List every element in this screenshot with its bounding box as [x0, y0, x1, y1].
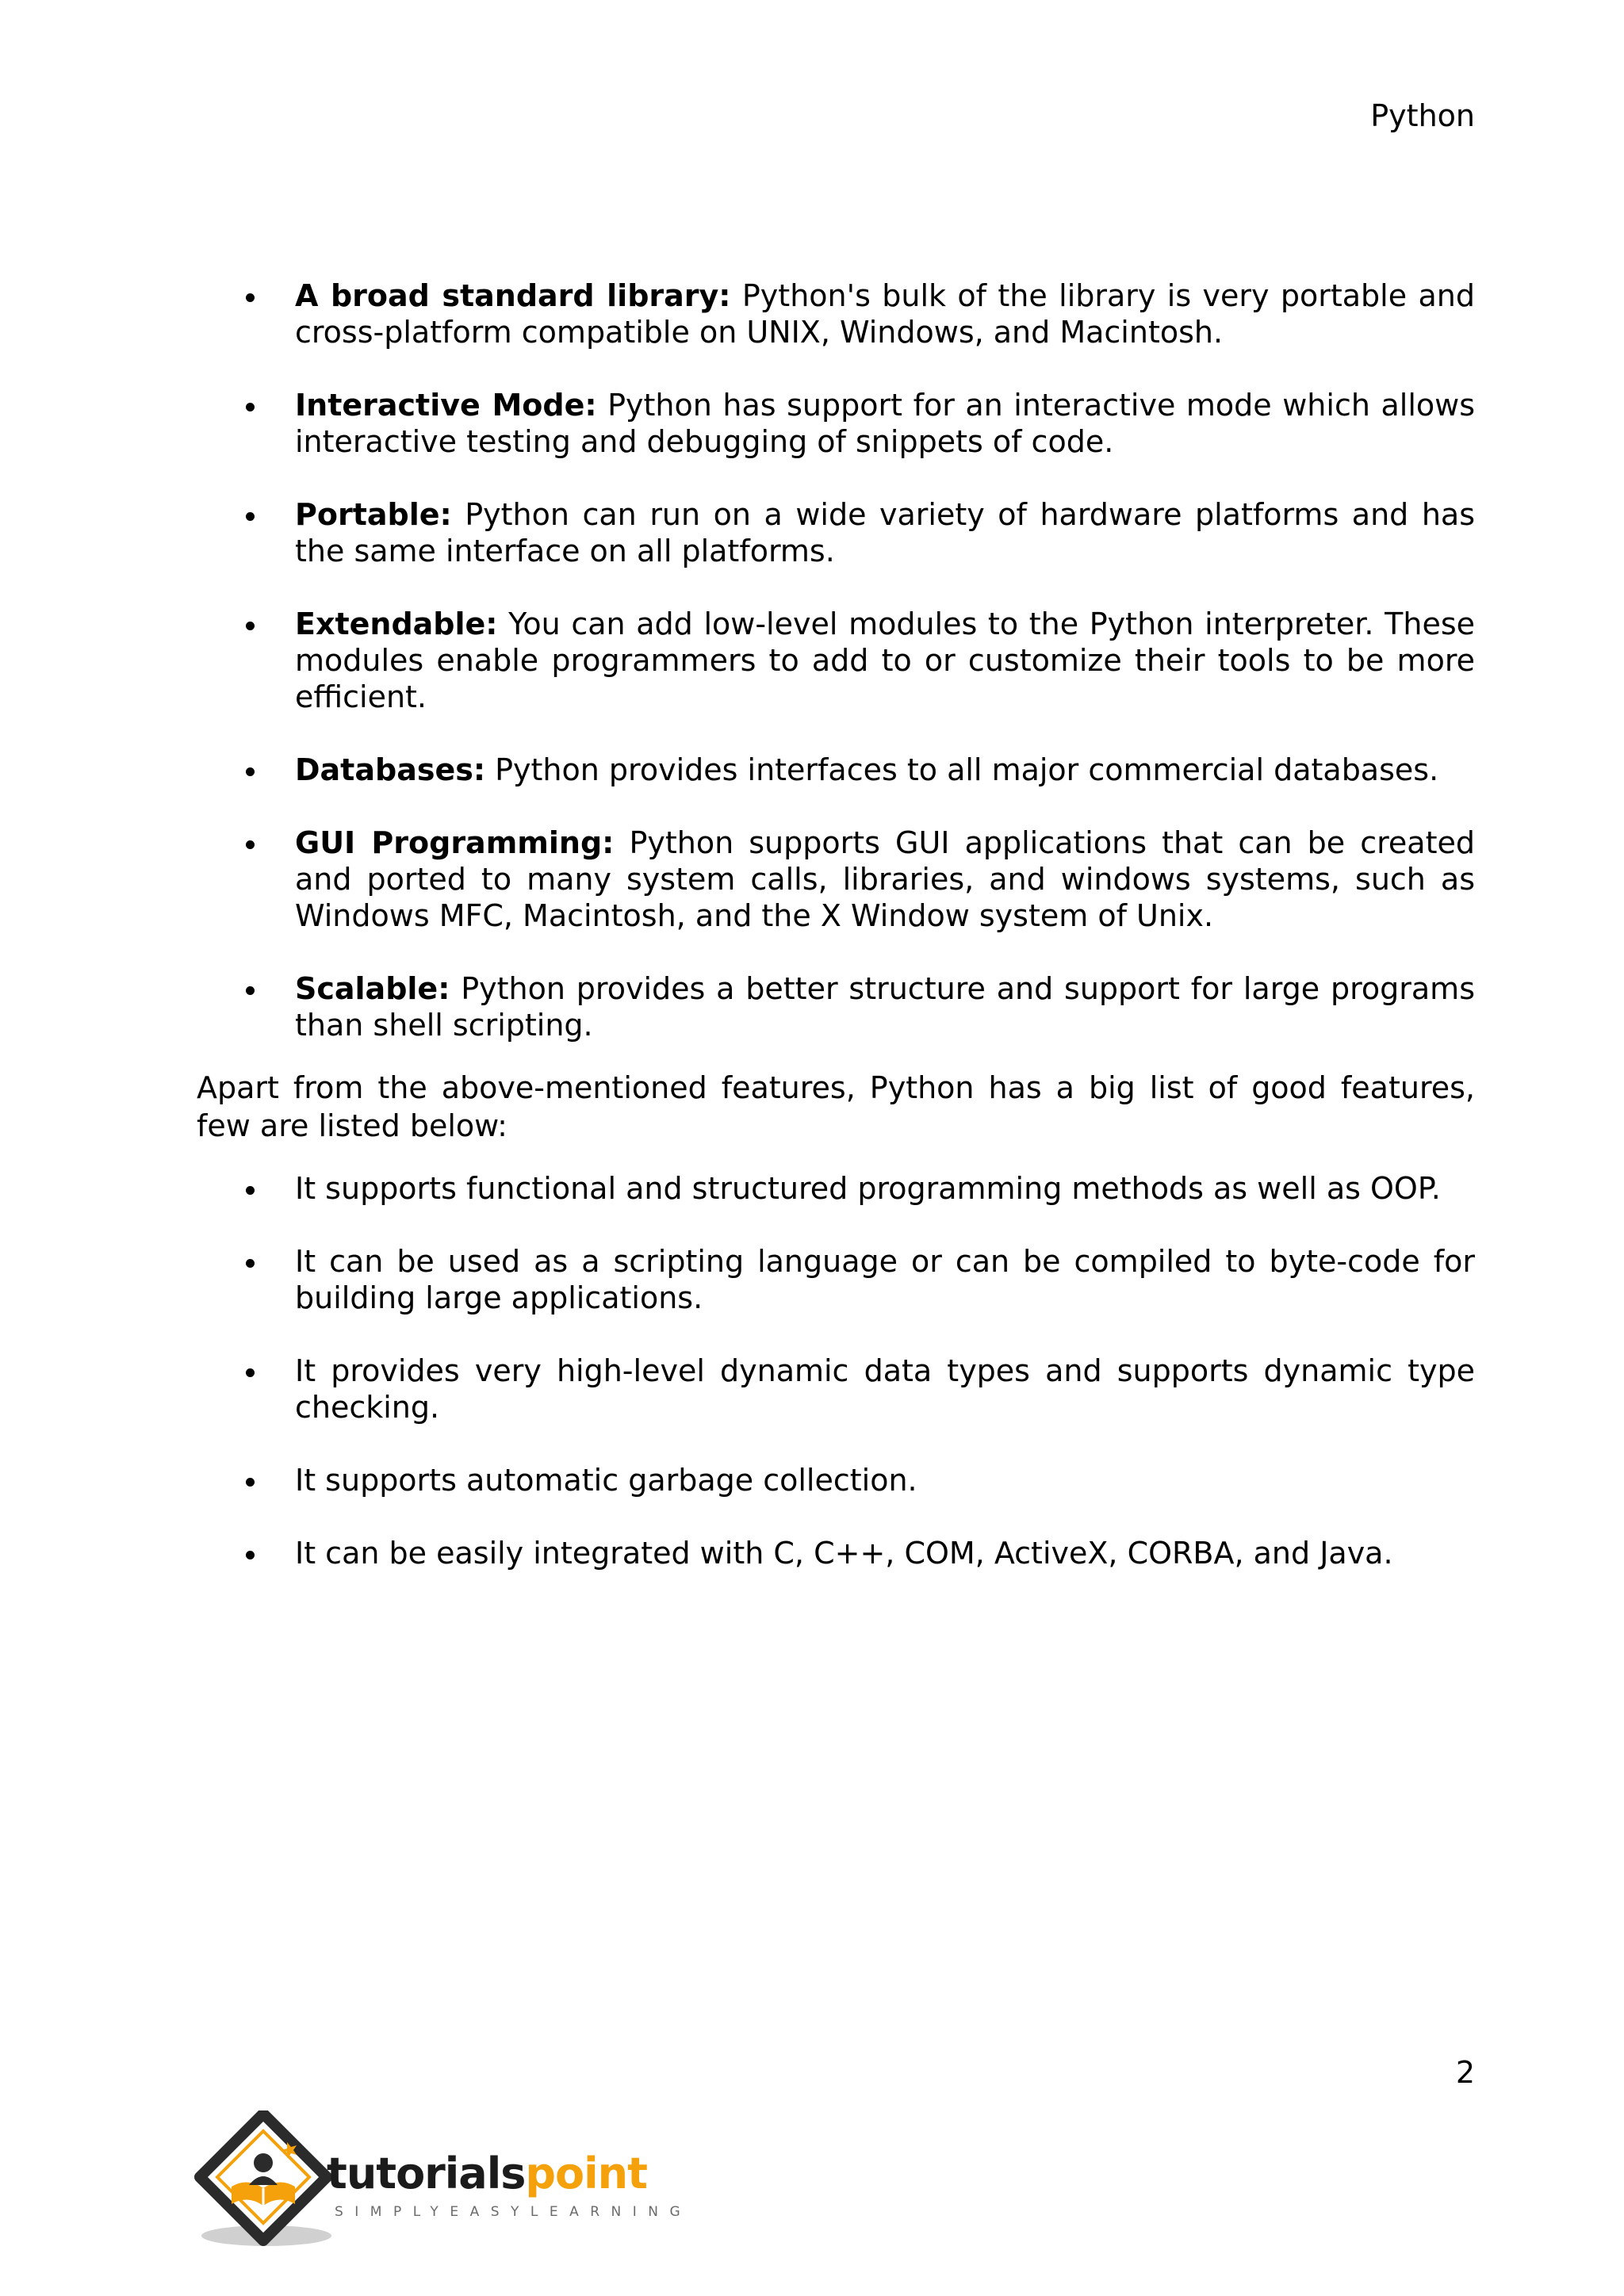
intro-paragraph: Apart from the above-mentioned features, Python has a big list of good features, few are listed below: [197, 1070, 1475, 1143]
logo-word-tutorials: tutorials [327, 2149, 526, 2198]
page-header-title: Python [1370, 98, 1475, 133]
list-item [197, 1243, 1475, 1316]
bullet-dot-icon [246, 986, 255, 995]
bullet-dot-icon [246, 403, 255, 411]
feature-term: Portable: [295, 497, 452, 532]
feature-text: It can be used as a scripting language or can be compiled to byte-code for building large applications. [295, 1244, 1475, 1315]
feature-term: A broad standard library: [295, 278, 731, 313]
bullet-dot-icon [246, 622, 255, 630]
bullet-dot-icon [246, 1478, 255, 1487]
bullet-dot-icon [246, 1551, 255, 1559]
feature-text: It provides very high-level dynamic data types and supports dynamic type checking. [295, 1353, 1475, 1425]
feature-text: You can add low-level modules to the Python interpreter. These modules enable programmers to add to or customize their tools to be more efficient. [295, 607, 1475, 714]
list-item [197, 1535, 1475, 1571]
feature-text: Python's bulk of the library is very portable and cross-platform compatible on UNIX, Windows, and Macintosh. [295, 278, 1475, 350]
feature-text: Python can run on a wide variety of hardware platforms and has the same interface on all platforms. [295, 497, 1475, 568]
features-list-1 [197, 277, 1475, 1043]
feature-text: Python has support for an interactive mode which allows interactive testing and debugging of snippets of code. [295, 388, 1476, 459]
list-item [197, 496, 1475, 569]
bullet-dot-icon [246, 840, 255, 849]
logo-word-point: point [525, 2149, 647, 2198]
list-item [197, 277, 1475, 350]
bullet-dot-icon [246, 293, 255, 302]
tutorialspoint-logo [193, 2110, 692, 2253]
list-item [197, 752, 1475, 788]
feature-text: Python provides a better structure and support for large programs than shell scripting. [295, 971, 1475, 1043]
feature-text: It supports functional and structured programming methods as well as OOP. [295, 1171, 1441, 1206]
tutorialspoint-logo-icon [193, 2110, 336, 2253]
logo-tagline: SIMPLYEASYLEARNING [335, 2204, 692, 2220]
bullet-dot-icon [246, 1368, 255, 1377]
features-list-2 [197, 1170, 1475, 1571]
feature-term: GUI Programming: [295, 825, 615, 860]
list-item [197, 1170, 1475, 1207]
list-item [197, 606, 1475, 715]
feature-text: It supports automatic garbage collection. [295, 1463, 917, 1498]
feature-text: Python provides interfaces to all major commercial databases. [485, 752, 1439, 787]
bullet-dot-icon [246, 767, 255, 776]
document-body [197, 277, 1475, 1571]
feature-term: Interactive Mode: [295, 388, 597, 423]
feature-term: Extendable: [295, 607, 498, 641]
list-item [197, 1462, 1475, 1498]
bullet-dot-icon [246, 1259, 255, 1268]
feature-text: It can be easily integrated with C, C++, COM, ActiveX, CORBA, and Java. [295, 1536, 1393, 1571]
bullet-dot-icon [246, 1186, 255, 1195]
feature-text: Python supports GUI applications that can be created and ported to many system calls, libraries, and windows systems, such as Windows MFC, Macintosh, and the X Window system of Unix. [295, 825, 1475, 933]
bullet-dot-icon [246, 512, 255, 521]
list-item [197, 825, 1475, 934]
feature-term: Scalable: [295, 971, 450, 1006]
feature-term: Databases: [295, 752, 486, 787]
list-item [197, 1353, 1475, 1425]
list-item [197, 387, 1475, 460]
list-item [197, 970, 1475, 1043]
logo-wordmark [327, 2150, 647, 2198]
page-number: 2 [1455, 2055, 1475, 2090]
